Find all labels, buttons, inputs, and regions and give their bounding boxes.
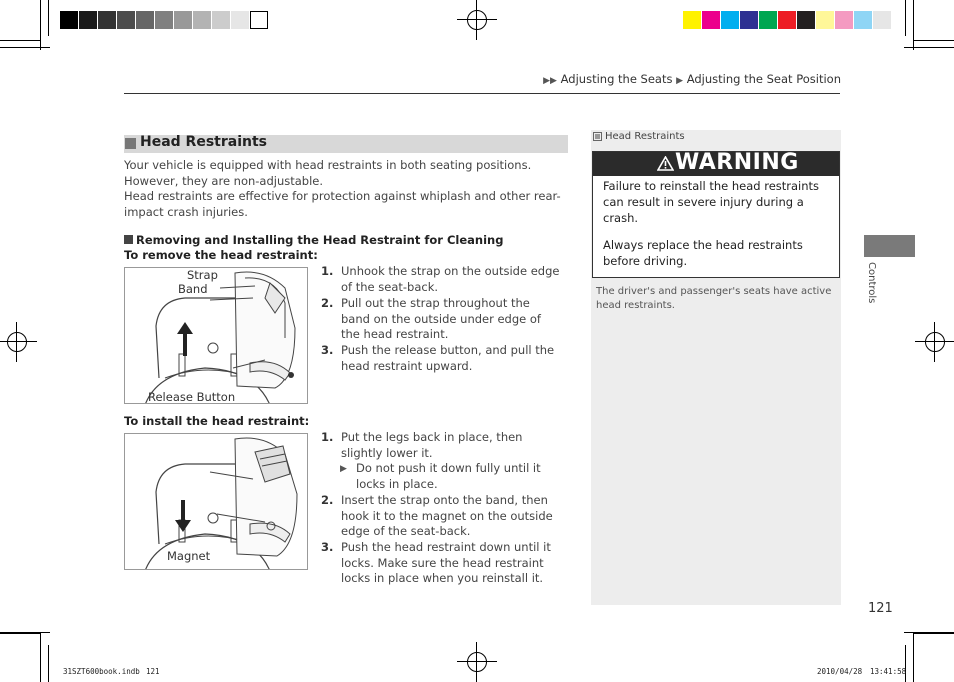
install-note <box>340 461 565 493</box>
install-figure <box>124 433 308 570</box>
gray-swatch <box>193 11 211 29</box>
page-number: 121 <box>868 601 893 616</box>
color-swatch <box>740 11 758 29</box>
warning-text-1: Failure to reinstall the head restraints can result in severe injury during a crash. <box>603 179 820 225</box>
square-bullet-icon <box>124 235 133 244</box>
color-swatch <box>835 11 853 29</box>
registration-mark-top <box>457 0 497 40</box>
head-restraint-removal-illustration <box>125 268 308 404</box>
install-step-1 <box>321 430 569 462</box>
install-title: To install the head restraint: <box>124 414 310 428</box>
note-arrow-icon: ▶ <box>340 464 347 474</box>
section-heading-text: Head Restraints <box>140 134 267 150</box>
remove-title: To remove the head restraint: <box>124 248 318 262</box>
warning-label: WARNING <box>675 150 799 175</box>
intro-paragraph-1: Your vehicle is equipped with head restraints in both seating positions. However, they are non-adjustable. <box>124 158 532 188</box>
step-number: 2. <box>321 493 334 507</box>
color-swatch <box>759 11 777 29</box>
step-text: Unhook the strap on the outside edge of the seat-back. <box>341 264 560 294</box>
head-restraint-install-illustration <box>125 434 308 570</box>
gray-swatch <box>79 11 97 29</box>
gray-swatch <box>136 11 154 29</box>
chapter-tab-label: Controls <box>866 262 877 304</box>
footer-date: 2010/04/28 <box>817 667 863 676</box>
remove-step-3 <box>321 343 569 375</box>
step-number: 2. <box>321 296 334 310</box>
color-swatch <box>797 11 815 29</box>
subheading-text: Removing and Installing the Head Restraint for Cleaning <box>136 233 504 247</box>
remove-step-2 <box>321 296 569 344</box>
color-swatch <box>854 11 872 29</box>
gray-swatch <box>60 11 78 29</box>
label-release-button: Release Button <box>148 390 236 404</box>
color-swatch <box>683 11 701 29</box>
footer-time: 13:41:58 <box>870 667 907 676</box>
step-number: 1. <box>321 430 334 444</box>
gray-swatch <box>174 11 192 29</box>
breadcrumb <box>543 72 841 86</box>
gray-swatch <box>98 11 116 29</box>
registration-mark-right <box>915 322 954 362</box>
install-step-3 <box>321 540 569 588</box>
registration-mark-bottom <box>457 642 497 682</box>
install-note-text: Do not push it down fully until it locks in place. <box>356 461 541 491</box>
warning-triangle-icon <box>657 156 674 171</box>
header-rule <box>124 93 840 94</box>
color-swatch <box>778 11 796 29</box>
label-band: Band <box>178 282 208 296</box>
reference-box-icon <box>593 132 602 141</box>
step-text: Insert the strap onto the band, then hook it to the magnet on the outside edge of the seat-back. <box>341 493 553 539</box>
label-magnet: Magnet <box>167 549 211 563</box>
chapter-tab <box>864 235 915 257</box>
step-text: Push the head restraint down until it locks. Make sure the head restraint locks in place when you reinstall it. <box>341 540 551 586</box>
subheading <box>124 233 503 247</box>
breadcrumb-arrow-icon: ▶▶ <box>543 76 557 86</box>
sidebar-note: The driver's and passenger's seats have active head restraints. <box>596 286 832 311</box>
color-swatch <box>721 11 739 29</box>
sidebar-title <box>593 131 685 142</box>
step-number: 3. <box>321 540 334 554</box>
registration-mark-left <box>0 322 37 362</box>
gray-swatch <box>250 11 268 29</box>
warning-header <box>593 152 839 176</box>
color-swatch <box>702 11 720 29</box>
gray-swatch <box>155 11 173 29</box>
color-swatch <box>873 11 891 29</box>
warning-text-2: Always replace the head restraints before driving. <box>603 238 803 268</box>
step-text: Push the release button, and pull the head restraint upward. <box>341 343 555 373</box>
remove-figure <box>124 267 308 404</box>
step-text: Put the legs back in place, then slightly lower it. <box>341 430 523 460</box>
color-swatch <box>816 11 834 29</box>
label-strap: Strap <box>187 268 218 282</box>
gray-swatch <box>212 11 230 29</box>
warning-box <box>592 151 840 278</box>
footer-file: 31SZT600book.indb <box>63 667 140 676</box>
remove-step-1 <box>321 264 569 296</box>
footer-page: 121 <box>146 667 160 676</box>
step-number: 3. <box>321 343 334 357</box>
sidebar-title-text: Head Restraints <box>605 131 685 142</box>
gray-swatch <box>117 11 135 29</box>
install-step-2 <box>321 493 569 541</box>
breadcrumb-arrow-icon: ▶ <box>676 76 684 86</box>
square-bullet-icon <box>125 138 136 149</box>
step-text: Pull out the strap throughout the band on the outside under edge of the head restraint. <box>341 296 541 342</box>
section-heading <box>124 135 568 153</box>
gray-swatch <box>231 11 249 29</box>
step-number: 1. <box>321 264 334 278</box>
breadcrumb-page: Adjusting the Seat Position <box>686 72 841 86</box>
intro-paragraph-2: Head restraints are effective for protection against whiplash and other rear-impact crash injuries. <box>124 189 561 219</box>
breadcrumb-section: Adjusting the Seats <box>560 72 673 86</box>
